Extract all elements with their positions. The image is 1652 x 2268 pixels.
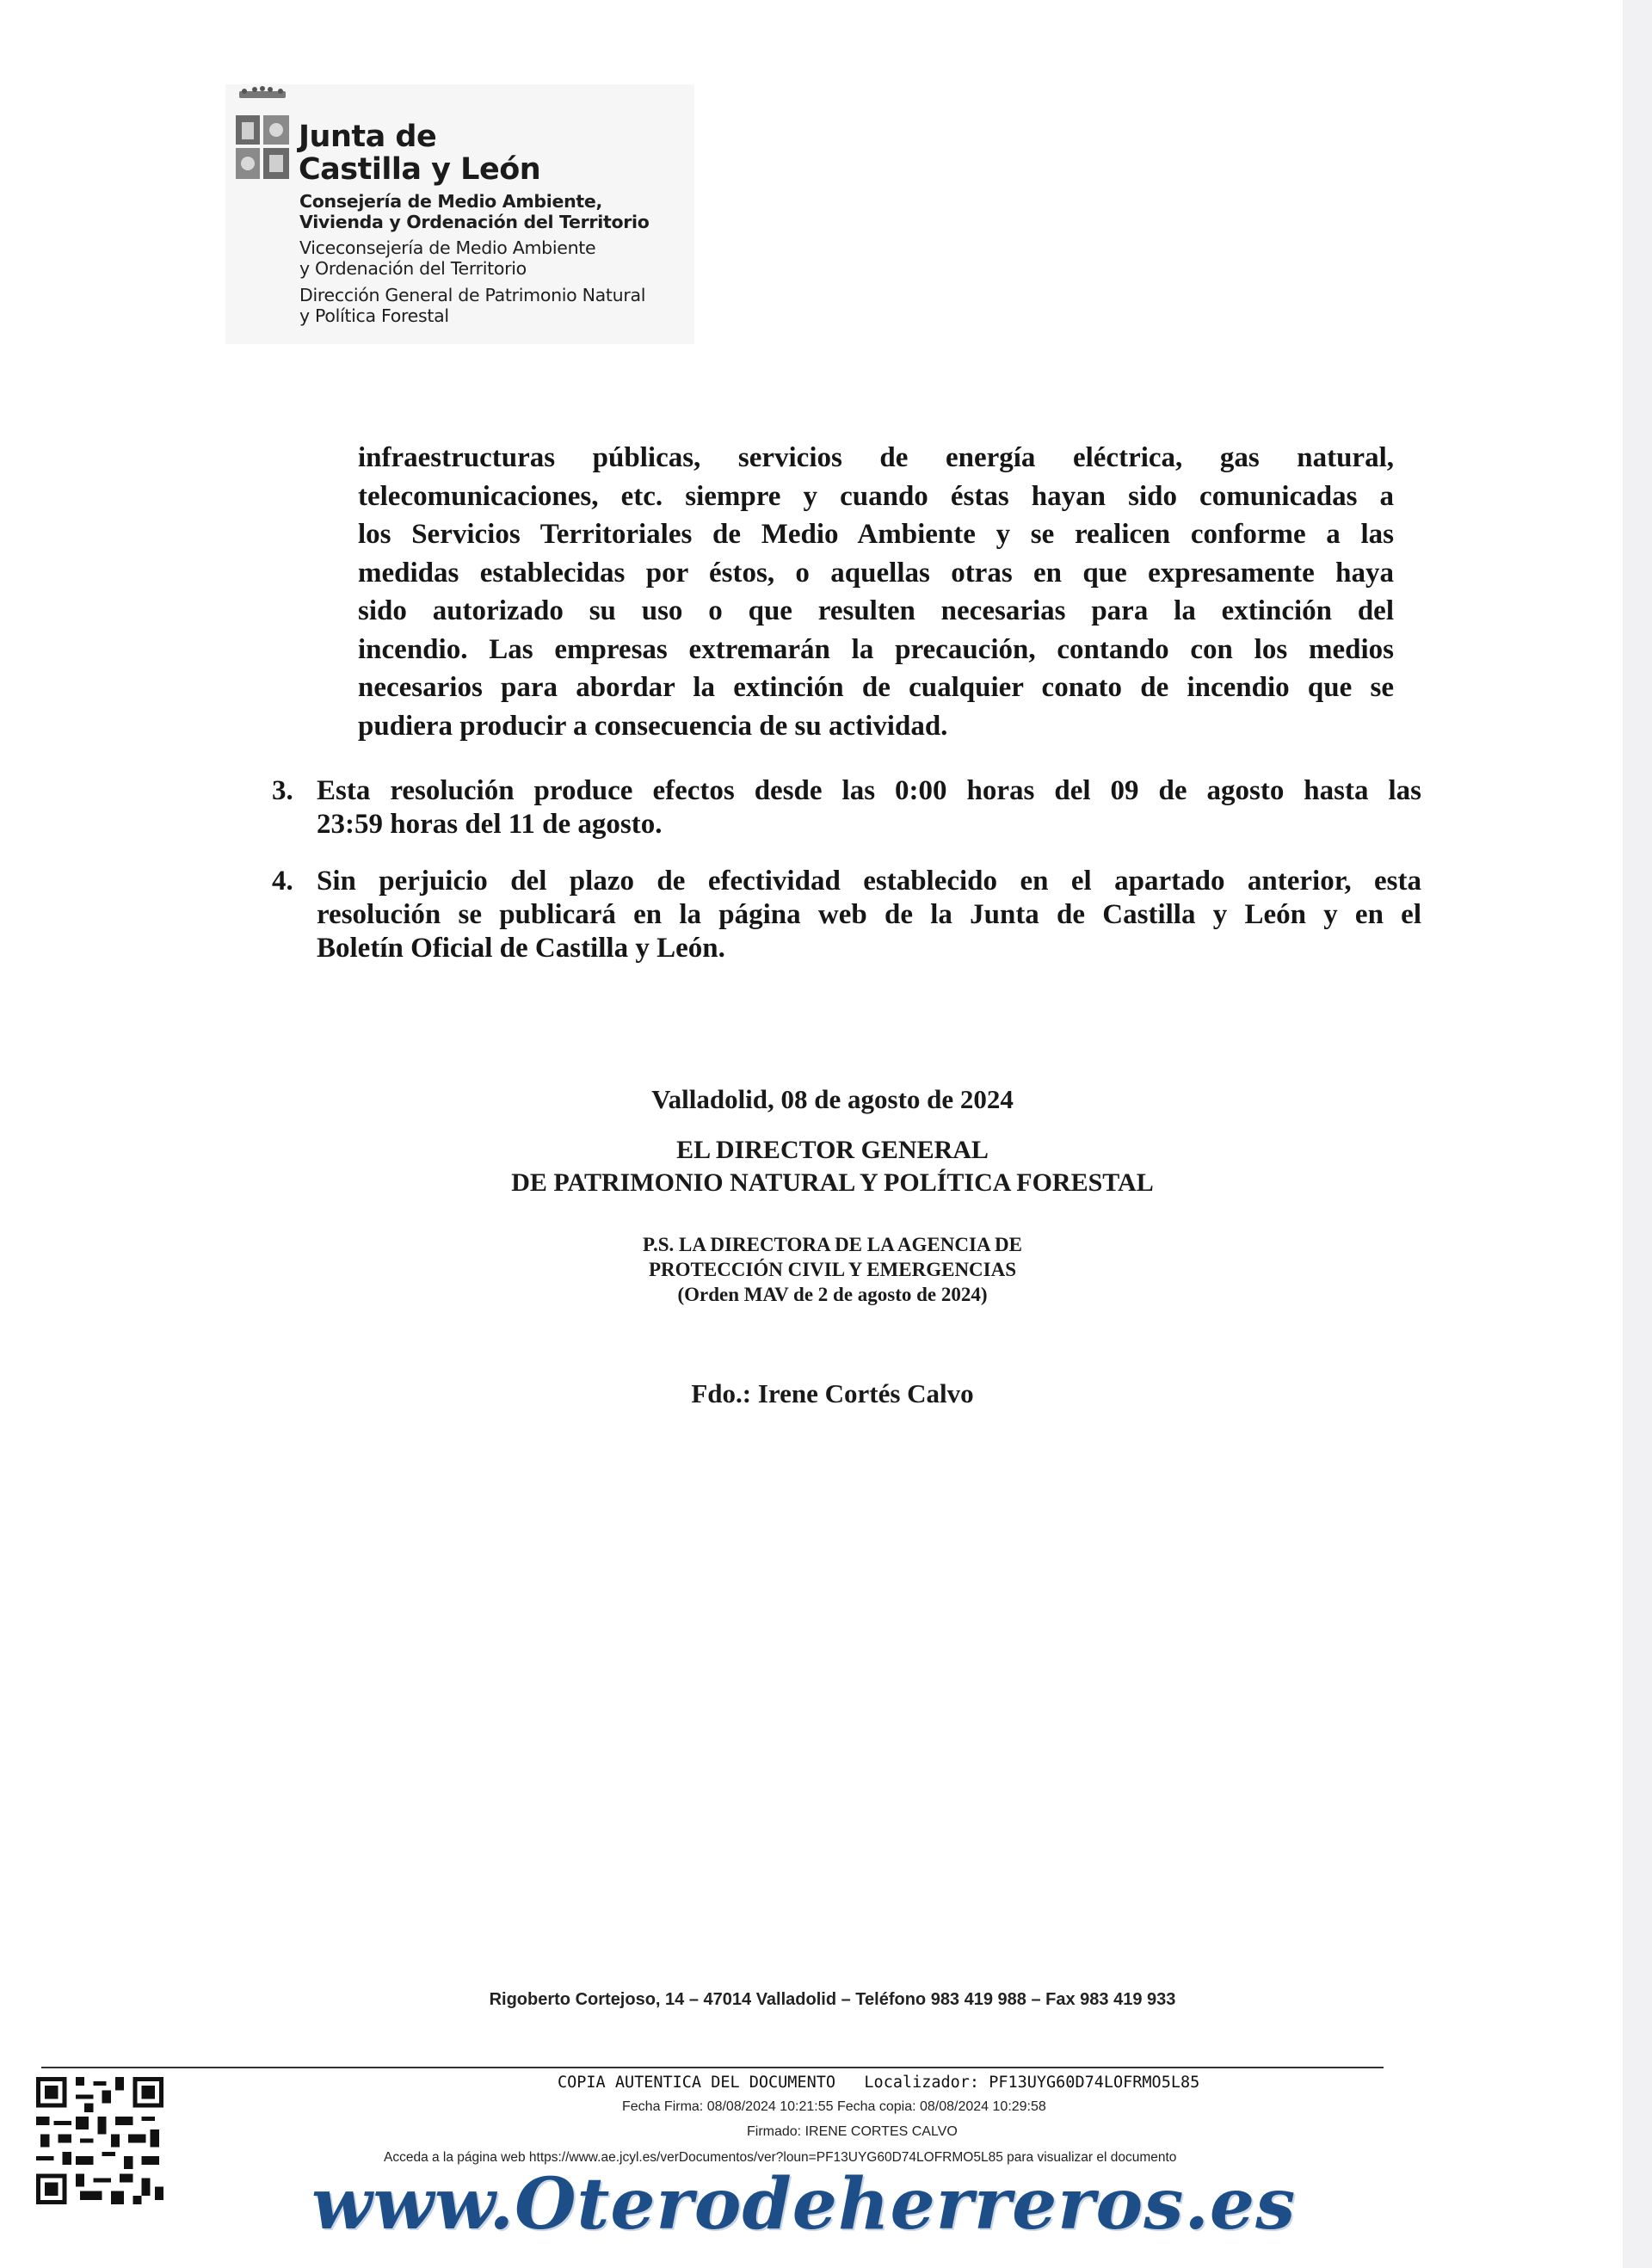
authentic-copy-line: COPIA AUTENTICA DEL DOCUMENTO Localizador: PF13UYG60D74LOFRMO5L85 xyxy=(558,2074,1200,2092)
signed-by: Fdo.: Irene Cortés Calvo xyxy=(691,1378,974,1408)
org-name: Junta de Castilla y León xyxy=(299,120,541,187)
verification-link[interactable]: Acceda a la página web https://www.ae.jcyl.es/verDocumentos/ver?loun=PF13UYG60D74LOFRMO5L85 para visualizar el documento xyxy=(384,2150,1177,2165)
body-paragraph: infraestructuras públicas, servicios de energía eléctrica, gas natural, telecomunicaciones, etc. siempre y cuando éstas hayan sido comunicadas a los Servicios Territoriales de Medio Ambiente y se realicen conforme a las medidas establecidas por éstos, o aquellas otras en que expresamente haya sido autorizado su uso o que resulten necesarias para la extinción del incendio. Las empresas extremarán la precaución, contando con los medios necesarios para abordar la extinción de cualquier conato de incendio que se pudiera producir a consecuencia de su actividad. xyxy=(358,442,1394,742)
ps-note: P.S. LA DIRECTORA DE LA AGENCIA DE PROTECCIÓN CIVIL Y EMERGENCIAS (Orden MAV de 2 de agosto de 2024) xyxy=(643,1234,1022,1305)
website-watermark: www.Oterodeherreros.es xyxy=(311,2163,1297,2246)
direccion-general-name: Dirección General de Patrimonio Natural y Política Forestal xyxy=(299,285,646,326)
footer-divider xyxy=(41,2067,1384,2068)
viceconsejeria-name: Viceconsejería de Medio Ambiente y Ordenación del Territorio xyxy=(299,237,596,279)
coat-of-arms-icon xyxy=(234,86,291,184)
qr-code-icon xyxy=(36,2077,163,2204)
signature-dates: Fecha Firma: 08/08/2024 10:21:55 Fecha copia: 08/08/2024 10:29:58 xyxy=(622,2099,1046,2114)
footer-address: Rigoberto Cortejoso, 14 – 47014 Valladolid – Teléfono 983 419 988 – Fax 983 419 933 xyxy=(489,1990,1176,2009)
list-item-number: 4. xyxy=(272,866,293,897)
signer-title: EL DIRECTOR GENERAL DE PATRIMONIO NATURAL Y POLÍTICA FORESTAL xyxy=(511,1136,1154,1197)
department-name: Consejería de Medio Ambiente, Vivienda y Ordenación del Territorio xyxy=(299,191,650,232)
signed-by-footer: Firmado: IRENE CORTES CALVO xyxy=(747,2124,958,2139)
list-item-number: 3. xyxy=(272,775,293,806)
place-date: Valladolid, 08 de agosto de 2024 xyxy=(651,1084,1014,1114)
